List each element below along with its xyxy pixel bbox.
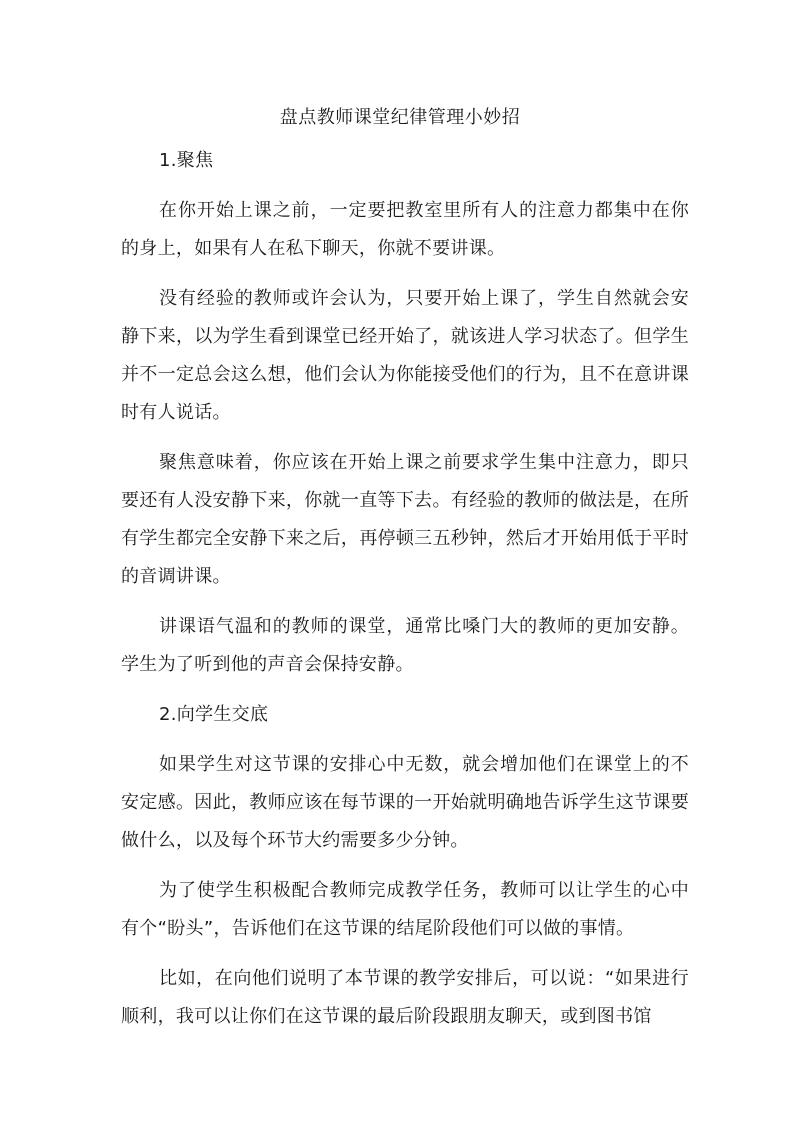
paragraph: 在你开始上课之前，一定要把教室里所有人的注意力都集中在你的身上，如果有人在私下聊天，你就不要讲课。 bbox=[121, 200, 689, 259]
paragraph: 比如，在向他们说明了本节课的教学安排后，可以说：“如果进行顺利，我可以让你们在这节课的最后阶段跟朋友聊天，或到图书馆 bbox=[121, 968, 689, 1027]
paragraph: 没有经验的教师或许会认为，只要开始上课了，学生自然就会安静下来，以为学生看到课堂已经开始了，就该进人学习状态了。但学生并不一定总会这么想，他们会认为你能接受他们的行为，且不在意讲课时有人说话。 bbox=[121, 288, 689, 423]
document-title: 盘点教师课堂纪律管理小妙招 bbox=[279, 107, 521, 128]
section-heading-focus: 1.聚焦 bbox=[159, 150, 214, 171]
paragraph: 如果学生对这节课的安排心中无数，就会增加他们在课堂上的不安定感。因此，教师应该在每节课的一开始就明确地告诉学生这节课要做什么，以及每个环节大约需要多少分钟。 bbox=[121, 754, 689, 851]
paragraph: 讲课语气温和的教师的课堂，通常比嗓门大的教师的更加安静。学生为了听到他的声音会保持安静。 bbox=[121, 616, 689, 675]
document-body bbox=[121, 142, 689, 1048]
section-heading-briefing: 2.向学生交底 bbox=[159, 704, 269, 725]
paragraph: 为了使学生积极配合教师完成教学任务，教师可以让学生的心中有个“盼头”，告诉他们在这节课的结尾阶段他们可以做的事情。 bbox=[121, 880, 689, 939]
paragraph: 聚焦意味着，你应该在开始上课之前要求学生集中注意力，即只要还有人没安静下来，你就一直等下去。有经验的教师的做法是，在所有学生都完全安静下来之后，再停顿三五秒钟，然后才开始用低于平时的音调讲课。 bbox=[121, 452, 689, 587]
